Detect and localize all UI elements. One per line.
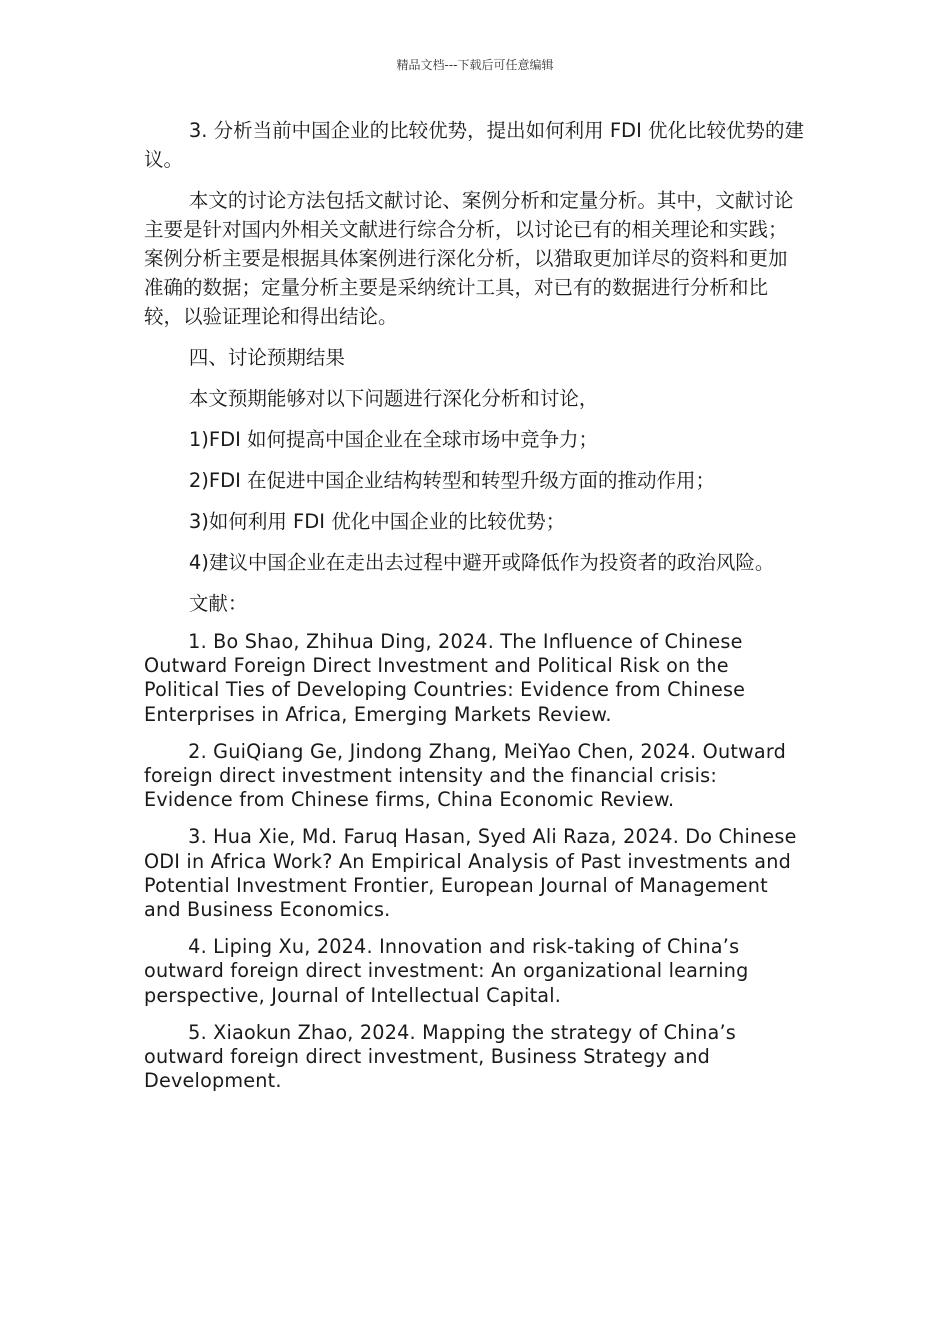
reference-item: 2. GuiQiang Ge, Jindong Zhang, MeiYao Chen, 2024. Outward foreign direct investment intensity and the financial crisis: Evidence from Chinese firms, China Economic Review. bbox=[144, 739, 787, 812]
reference-item: 5. Xiaokun Zhao, 2024. Mapping the strategy of China’s outward foreign direct investment, Business Strategy and Development. bbox=[144, 1020, 736, 1093]
list-item-2: 2)FDI 在促进中国企业结构转型和转型升级方面的推动作用； bbox=[188, 469, 716, 492]
references-heading: 文献： bbox=[188, 592, 248, 615]
page-header: 精品文档---下载后可任意编辑 bbox=[396, 58, 554, 72]
list-item-3: 3)如何利用 FDI 优化中国企业的比较优势； bbox=[188, 510, 566, 533]
section-heading-expected-results: 四、讨论预期结果 bbox=[188, 346, 345, 369]
paragraph-point-3: 3. 分析当前中国企业的比较优势，提出如何利用 FDI 优化比较优势的建议。 bbox=[144, 119, 805, 171]
paragraph-methodology: 本文的讨论方法包括文献讨论、案例分析和定量分析。其中，文献讨论主要是针对国内外相关文献进行综合分析，以讨论已有的相关理论和实践；案例分析主要是根据具体案例进行深化分析，以猎取更加详尽的资料和更加准确的数据；定量分析主要是采纳统计工具，对已有的数据进行分析和比较，以验证理论和得出结论。 bbox=[144, 189, 794, 328]
reference-item: 1. Bo Shao, Zhihua Ding, 2024. The Influence of Chinese Outward Foreign Direct Investment and Political Risk on the Political Ties of Developing Countries: Evidence from Chinese Enterprises in Africa, Emerging Markets Review. bbox=[144, 630, 746, 726]
reference-list bbox=[144, 630, 806, 1093]
list-item-1: 1)FDI 如何提高中国企业在全球市场中竞争力； bbox=[188, 428, 599, 451]
reference-item: 4. Liping Xu, 2024. Innovation and risk-taking of China’s outward foreign direct investment: An organizational learning perspective, Journal of Intellectual Capital. bbox=[144, 935, 749, 1007]
paragraph-expected-intro: 本文预期能够对以下问题进行深化分析和讨论， bbox=[188, 387, 599, 410]
list-item-4: 4)建议中国企业在走出去过程中避开或降低作为投资者的政治风险。 bbox=[188, 551, 775, 574]
document-body bbox=[144, 116, 806, 1106]
reference-item: 3. Hua Xie, Md. Faruq Hasan, Syed Ali Raza, 2024. Do Chinese ODI in Africa Work? An Empirical Analysis of Past investments and Potential Investment Frontier, European Journal of Management and Business Economics. bbox=[144, 825, 797, 922]
